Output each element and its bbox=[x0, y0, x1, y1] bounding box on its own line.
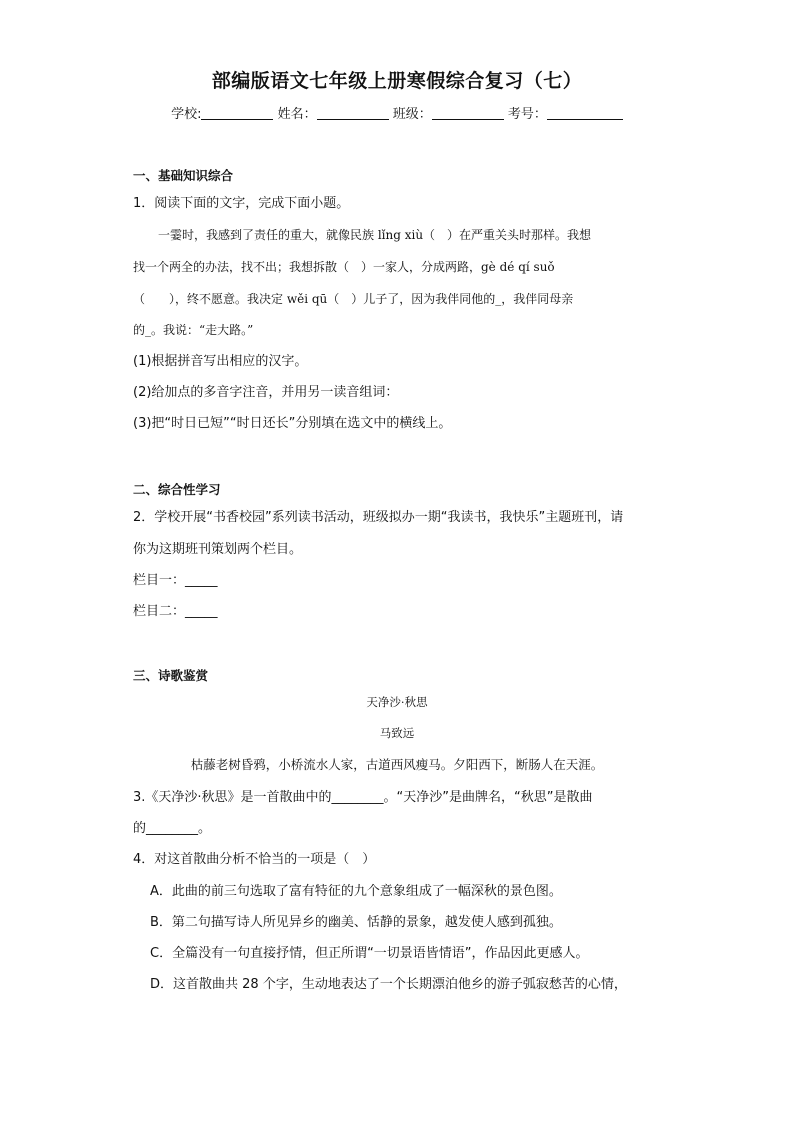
question-2-line-1: 2．学校开展“书香校园”系列读书活动，班级拟办一期“我读书，我快乐”主题班刊，请 bbox=[133, 510, 624, 525]
class-label: 班级： bbox=[392, 107, 432, 122]
column-two: 栏目二：_____ bbox=[133, 604, 218, 619]
option-d[interactable]: D．这首散曲共 28 个字，生动地表达了一个长期漂泊他乡的游子弧寂愁苦的心情， bbox=[150, 977, 627, 992]
student-info-line bbox=[0, 103, 794, 122]
poem-body: 枯藤老树昏鸦，小桥流水人家，古道西风瘦马。夕阳西下，断肠人在天涯。 bbox=[190, 757, 604, 772]
sub-question-1: (1)根据拼音写出相应的汉字。 bbox=[133, 354, 308, 369]
passage-line-4: 的_。我说：“走大路。” bbox=[133, 323, 254, 337]
question-2-line-2: 你为这期班刊策划两个栏目。 bbox=[133, 542, 303, 557]
sub-question-3: (3)把“时日已短”“时日还长”分别填在选文中的横线上。 bbox=[133, 416, 452, 431]
name-blank[interactable] bbox=[317, 107, 389, 120]
option-c[interactable]: C．全篇没有一句直接抒情，但正所谓“一切景语皆情语”，作品因此更感人。 bbox=[150, 946, 589, 961]
section-heading-3: 三、诗歌鉴赏 bbox=[133, 668, 209, 683]
question-3-line-1: 3.《天净沙·秋思》是一首散曲中的________。“天净沙”是曲牌名，“秋思”是散曲 bbox=[133, 790, 593, 805]
question-4: 4．对这首散曲分析不恰当的一项是（ ） bbox=[133, 852, 376, 867]
school-blank[interactable] bbox=[201, 107, 273, 120]
poem-title: 天净沙·秋思 bbox=[366, 695, 428, 709]
column-one: 栏目一：_____ bbox=[133, 573, 218, 588]
question-3-line-2: 的________。 bbox=[133, 821, 212, 836]
number-label: 考号： bbox=[507, 107, 547, 122]
passage-line-1: 一霎时，我感到了责任的重大，就像民族 lǐng xiù（ ）在严重关头时那样。我想 bbox=[158, 228, 592, 242]
class-blank[interactable] bbox=[432, 107, 504, 120]
option-b[interactable]: B．第二句描写诗人所见异乡的幽美、恬静的景象，越发使人感到孤独。 bbox=[150, 915, 562, 930]
page-title: 部编版语文七年级上册寒假综合复习（七） bbox=[211, 70, 583, 92]
passage-line-3: （ ），终不愿意。我决定 wěi qū（ ）儿子了，因为我伴同他的_，我伴同母亲 bbox=[133, 292, 574, 306]
school-label: 学校: bbox=[171, 107, 202, 122]
sub-question-2: (2)给加点的多音字注音，并用另一读音组词： bbox=[133, 385, 399, 400]
section-heading-1: 一、基础知识综合 bbox=[133, 168, 234, 183]
passage-line-2: 找一个两全的办法，找不出；我想拆散（ ）一家人，分成两路，gè dé qí suǒ bbox=[133, 260, 555, 274]
name-label: 姓名： bbox=[277, 107, 317, 122]
option-a[interactable]: A．此曲的前三句选取了富有特征的九个意象组成了一幅深秋的景色图。 bbox=[150, 884, 562, 899]
question-1: 1．阅读下面的文字，完成下面小题。 bbox=[133, 196, 350, 211]
number-blank[interactable] bbox=[547, 107, 623, 120]
poem-author: 马致远 bbox=[379, 726, 415, 740]
section-heading-2: 二、综合性学习 bbox=[133, 482, 221, 497]
